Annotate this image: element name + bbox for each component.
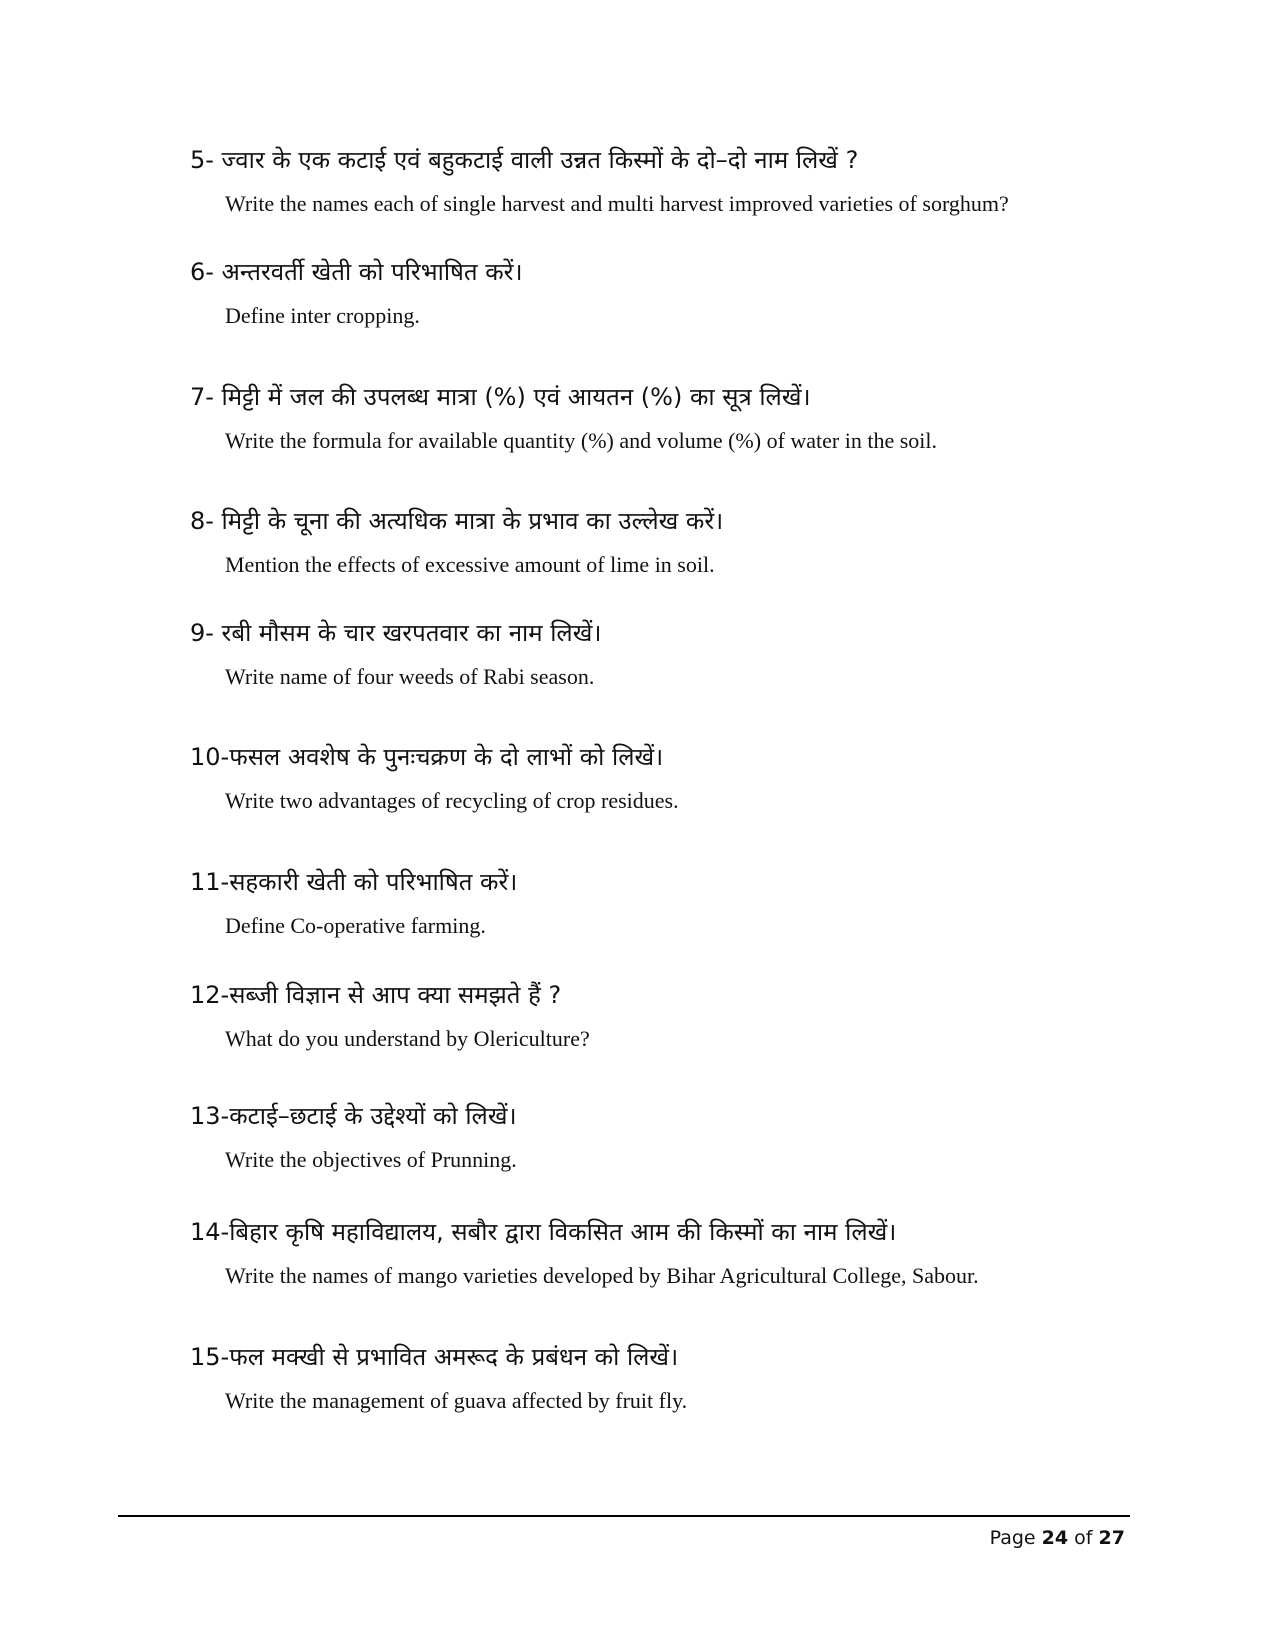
question-english: Define inter cropping.: [225, 303, 420, 328]
footer-divider: [118, 1515, 1130, 1517]
question-hindi: 14-बिहार कृषि महाविद्यालय, सबौर द्वारा विकसित आम की किस्मों का नाम लिखें।: [190, 1218, 897, 1246]
question-item: [190, 381, 1090, 455]
question-english: Write the objectives of Prunning.: [225, 1147, 517, 1172]
question-english: Write the management of guava affected by fruit fly.: [225, 1388, 688, 1413]
question-item: [190, 1100, 1090, 1174]
page-prefix: Page: [989, 1527, 1036, 1549]
question-hindi: 15-फल मक्खी से प्रभावित अमरूद के प्रबंधन को लिखें।: [190, 1343, 679, 1371]
question-item: [190, 979, 1090, 1053]
question-english: What do you understand by Olericulture?: [225, 1026, 590, 1051]
question-hindi: 9- रबी मौसम के चार खरपतवार का नाम लिखें।: [190, 619, 602, 647]
question-hindi: 7- मिट्टी में जल की उपलब्ध मात्रा (%) एवं आयतन (%) का सूत्र लिखें।: [190, 383, 811, 411]
question-hindi: 10-फसल अवशेष के पुनःचक्रण के दो लाभों को लिखें।: [190, 743, 664, 771]
page-number: [990, 1527, 1125, 1549]
question-english: Write the formula for available quantity (%) and volume (%) of water in the soil.: [225, 428, 938, 453]
question-hindi: 5- ज्वार के एक कटाई एवं बहुकटाई वाली उन्नत किस्मों के दो–दो नाम लिखें ?: [190, 146, 859, 174]
question-hindi: 12-सब्जी विज्ञान से आप क्या समझते हैं ?: [190, 981, 562, 1009]
question-english: Write the names each of single harvest and multi harvest improved varieties of sorghum?: [225, 191, 1009, 216]
question-english: Define Co-operative farming.: [225, 913, 486, 938]
question-english: Write name of four weeds of Rabi season.: [225, 664, 595, 689]
question-hindi: 13-कटाई–छटाई के उद्देश्यों को लिखें।: [190, 1102, 517, 1130]
question-english: Write the names of mango varieties developed by Bihar Agricultural College, Sabour.: [225, 1263, 979, 1288]
question-item: [190, 1216, 1090, 1290]
question-item: [190, 256, 1090, 330]
question-item: [190, 505, 1090, 579]
page-current: 24: [1041, 1527, 1069, 1549]
question-hindi: 6- अन्तरवर्ती खेती को परिभाषित करें।: [190, 258, 523, 286]
question-item: [190, 866, 1090, 940]
page-total: 27: [1098, 1527, 1125, 1549]
page-of: of: [1074, 1527, 1093, 1549]
question-item: [190, 1341, 1090, 1415]
question-english: Write two advantages of recycling of crop residues.: [225, 788, 679, 813]
question-english: Mention the effects of excessive amount of lime in soil.: [225, 552, 715, 577]
question-hindi: 11-सहकारी खेती को परिभाषित करें।: [190, 868, 518, 896]
question-item: [190, 617, 1090, 691]
question-item: [190, 144, 1090, 218]
question-hindi: 8- मिट्टी के चूना की अत्यधिक मात्रा के प्रभाव का उल्लेख करें।: [190, 507, 724, 535]
question-item: [190, 741, 1090, 815]
